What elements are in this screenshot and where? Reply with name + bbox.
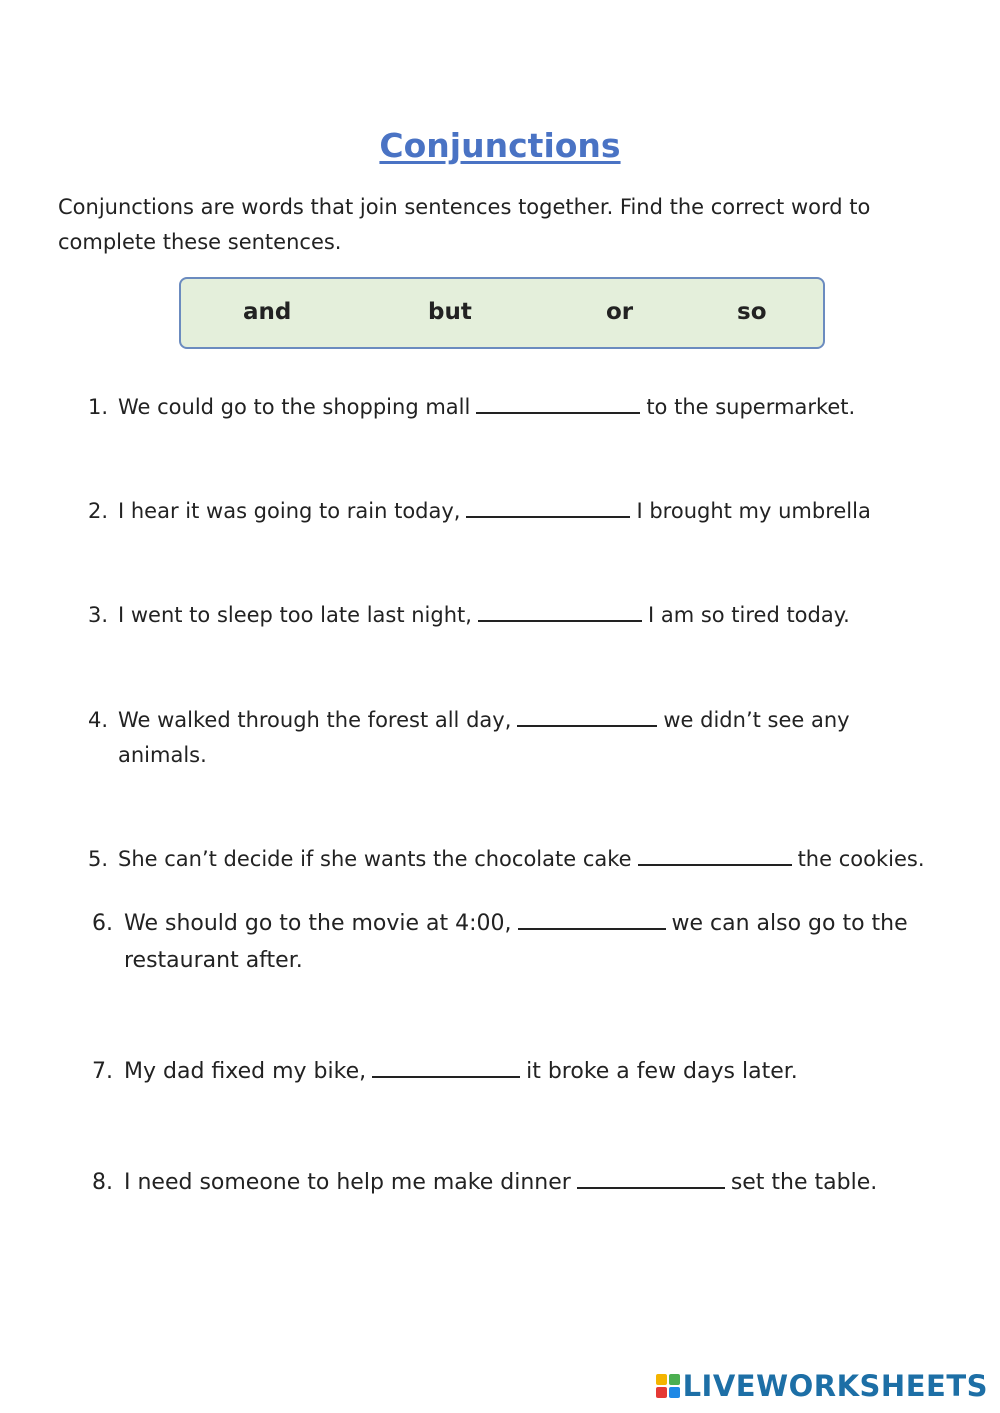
- question-text-after: I brought my umbrella: [636, 499, 871, 523]
- answer-blank[interactable]: [466, 494, 630, 518]
- question-4: [88, 703, 888, 773]
- answer-blank[interactable]: [638, 842, 792, 866]
- question-3: [88, 598, 948, 633]
- question-5: [88, 842, 968, 877]
- question-number: 4.: [88, 708, 109, 732]
- question-number: 2.: [88, 499, 109, 523]
- question-1: [88, 390, 948, 425]
- answer-blank[interactable]: [478, 598, 642, 622]
- logo-mark-icon: [656, 1374, 680, 1398]
- answer-blank[interactable]: [517, 703, 657, 727]
- answer-blank[interactable]: [577, 1165, 725, 1189]
- question-text-before: I hear it was going to rain today,: [118, 499, 461, 523]
- instructions: Conjunctions are words that join sentences together. Find the correct word to complete these sentences.: [58, 195, 871, 254]
- question-text-after: I am so tired today.: [647, 603, 850, 627]
- question-text-before: I need someone to help me make dinner: [124, 1170, 571, 1195]
- question-text-before: We should go to the movie at 4:00,: [124, 911, 512, 936]
- question-7: [92, 1053, 952, 1090]
- answer-blank[interactable]: [476, 390, 640, 414]
- question-text-after: we can also go to the restaurant after.: [124, 911, 908, 973]
- question-text-after: to the supermarket.: [646, 395, 856, 419]
- answer-blank[interactable]: [372, 1054, 520, 1078]
- word-bank-item-so: so: [737, 299, 767, 325]
- question-text-after: it broke a few days later.: [526, 1059, 798, 1084]
- liveworksheets-logo: [656, 1369, 988, 1403]
- word-bank-item-and: and: [243, 299, 292, 325]
- question-number: 1.: [88, 395, 109, 419]
- word-bank-item-but: but: [428, 299, 472, 325]
- question-number: 3.: [88, 603, 109, 627]
- question-text-before: My dad fixed my bike,: [124, 1059, 367, 1084]
- question-text-before: She can’t decide if she wants the chocolate cake: [118, 847, 632, 871]
- logo-text: LIVEWORKSHEETS: [682, 1369, 988, 1403]
- page-title: Conjunctions: [379, 126, 621, 165]
- word-bank: [179, 277, 825, 349]
- question-text-before: We could go to the shopping mall: [118, 395, 471, 419]
- question-number: 7.: [92, 1059, 113, 1084]
- question-text-before: We walked through the forest all day,: [118, 708, 512, 732]
- question-number: 6.: [92, 911, 113, 936]
- question-8: [92, 1164, 952, 1201]
- question-text-after: we didn’t see any animals.: [118, 708, 850, 767]
- question-2: [88, 494, 948, 529]
- question-number: 5.: [88, 847, 109, 871]
- word-bank-item-or: or: [606, 299, 634, 325]
- question-text-after: set the table.: [730, 1170, 878, 1195]
- question-text-before: I went to sleep too late last night,: [118, 603, 472, 627]
- question-number: 8.: [92, 1170, 113, 1195]
- question-text-after: the cookies.: [797, 847, 925, 871]
- answer-blank[interactable]: [518, 906, 666, 930]
- question-6: [92, 905, 952, 979]
